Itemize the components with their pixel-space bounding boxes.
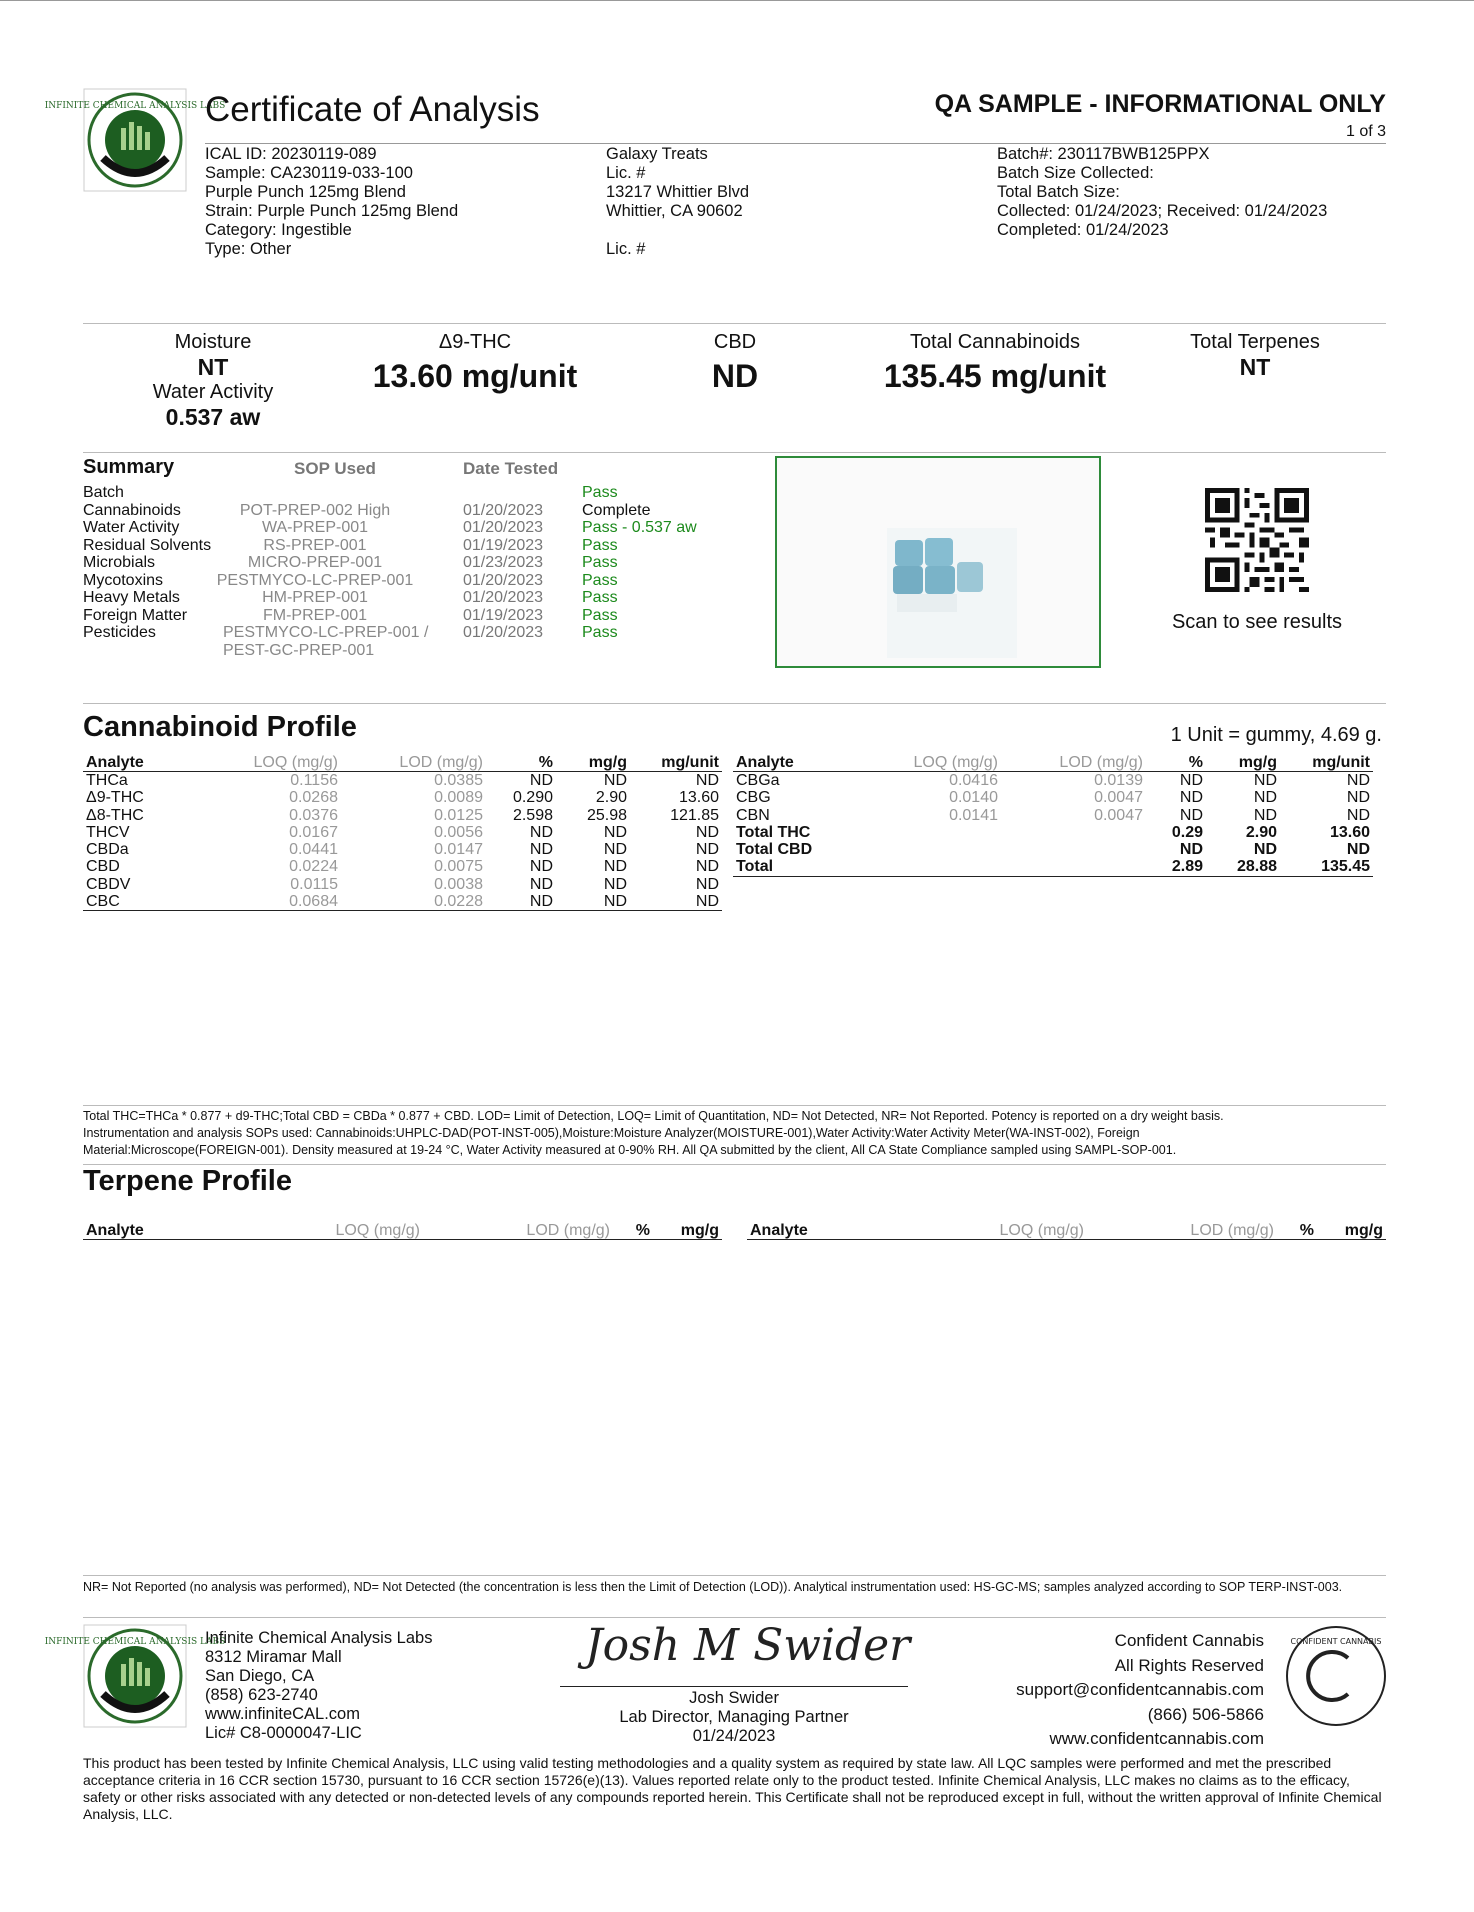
- client-lic-2: Lic. #: [606, 240, 646, 258]
- cell-analyte: CBD: [86, 858, 120, 876]
- summary-sop: POT-PREP-002 High: [239, 501, 391, 519]
- col-analyte: Analyte: [83, 754, 201, 772]
- total-terpenes-value: NT: [1239, 354, 1271, 380]
- table-row: [733, 772, 1373, 790]
- cell-lod: [1001, 824, 1146, 841]
- cell-loq: [851, 824, 1001, 841]
- col-percent: %: [486, 754, 556, 772]
- summary-test: Residual Solvents: [83, 536, 212, 554]
- cell-loq: 0.0141: [949, 806, 998, 824]
- summary-date: 01/20/2023: [463, 571, 544, 589]
- collected-received: Collected: 01/24/2023; Received: 01/24/2023: [997, 202, 1328, 220]
- cbd-metric: [655, 331, 815, 395]
- disclaimer: This product has been tested by Infinite Chemical Analysis, LLC using valid testing methodologies and a quality system as required by state law. All LQC samples were performed and met the prescribed acceptance criteria in 16 CCR section 15730, pursuant to 16 CCR section 15726(e)(13). Values reported relate only to the product tested. Infinite Chemical Analysis, LLC makes no claims as to the efficacy, safety or other risks associated with any detected or non-detected levels of any compounds reported herein. This Certificate shall not be reproduced except in full, without the written approval of Infinite Chemical Analysis, LLC.: [83, 1755, 1382, 1822]
- cell-lod: 0.0228: [341, 893, 486, 911]
- cell-analyte: Δ8-THC: [86, 806, 144, 824]
- client-name: Galaxy Treats: [606, 145, 708, 163]
- product-photo: [775, 456, 1101, 668]
- table-header: [83, 1222, 722, 1240]
- summary-title: Summary: [83, 456, 175, 478]
- cell-mgg: 28.88: [1206, 858, 1280, 876]
- header-rule: [205, 143, 1386, 144]
- cell-percent: ND: [1179, 789, 1203, 807]
- date-tested-header: Date Tested: [463, 459, 559, 478]
- logo-text: INFINITE CHEMICAL ANALYSIS LABS: [44, 101, 226, 111]
- cell-lod: 0.0047: [1094, 806, 1143, 824]
- water-activity-label: Water Activity: [152, 381, 274, 403]
- cc-info: [1016, 1629, 1264, 1752]
- top-border: [0, 0, 1474, 1]
- cell-mgunit: ND: [695, 841, 719, 859]
- water-activity-value: 0.537 aw: [165, 404, 261, 430]
- cell-loq: 0.0167: [289, 823, 338, 841]
- col-lod: LOD (mg/g): [423, 1222, 613, 1240]
- ical-id: ICAL ID: 20230119-089: [205, 145, 377, 163]
- summary-test: Foreign Matter: [83, 606, 188, 624]
- cell-percent: ND: [529, 841, 553, 859]
- cell-lod: 0.0075: [434, 858, 483, 876]
- cell-mgg: 2.90: [595, 789, 627, 807]
- summary-sop: PEST-GC-PREP-001: [223, 641, 375, 659]
- total-batch-size: Total Batch Size:: [997, 183, 1120, 201]
- cell-mgunit: 135.45: [1280, 858, 1373, 876]
- cell-percent: ND: [486, 893, 556, 911]
- cbd-label: CBD: [713, 331, 757, 353]
- table-header: [747, 1222, 1386, 1240]
- cell-lod: 0.0089: [434, 789, 483, 807]
- cell-analyte: CBGa: [736, 772, 780, 789]
- total-cannabinoids-label: Total Cannabinoids: [909, 331, 1081, 353]
- cell-mgg: ND: [1253, 841, 1277, 859]
- note-line: Instrumentation and analysis SOPs used: Cannabinoids:UHPLC-DAD(POT-INST-005),Moisture:Moisture Analyzer(MOISTURE-001),Water Activity:Water Activity Meter(WA-INST-002), Foreign: [83, 1126, 1140, 1140]
- cell-mgunit: ND: [695, 823, 719, 841]
- cell-loq: 0.1156: [290, 772, 338, 789]
- cell-mgg: ND: [603, 858, 627, 876]
- batch-size-collected: Batch Size Collected:: [997, 164, 1154, 182]
- summary-test: Cannabinoids: [83, 501, 181, 519]
- summary-test: Heavy Metals: [83, 589, 180, 606]
- cell-analyte: CBG: [736, 789, 771, 807]
- summary-result: Pass: [582, 589, 618, 606]
- type: Type: Other: [205, 240, 292, 258]
- summary-result: Pass: [582, 606, 618, 624]
- terpene-table-right: [747, 1222, 1386, 1240]
- cc-website[interactable]: www.confidentcannabis.com: [1049, 1729, 1264, 1748]
- summary-result: Pass - 0.537 aw: [582, 519, 697, 536]
- cell-lod: 0.0125: [434, 806, 483, 824]
- cell-analyte: CBC: [83, 893, 201, 911]
- table-row: [83, 841, 722, 858]
- divider: [83, 323, 1386, 324]
- product-name: Purple Punch 125mg Blend: [205, 183, 406, 201]
- total-terpenes-label: Total Terpenes: [1190, 331, 1320, 353]
- document-title: Certificate of Analysis: [205, 90, 540, 129]
- cannabinoid-table-right: [733, 754, 1373, 877]
- cell-analyte: Total: [733, 858, 851, 876]
- divider: [83, 1617, 1386, 1618]
- cell-percent: 2.89: [1146, 858, 1206, 876]
- cell-percent: ND: [1179, 841, 1203, 859]
- cell-analyte: CBDV: [86, 875, 131, 893]
- cell-lod: [1001, 841, 1146, 858]
- cell-lod: 0.0385: [434, 772, 483, 789]
- summary-sop: MICRO-PREP-001: [247, 554, 383, 571]
- cell-lod: 0.0139: [1094, 772, 1143, 789]
- table-header: [733, 754, 1373, 772]
- completed-date: Completed: 01/24/2023: [997, 221, 1169, 239]
- cell-percent: ND: [529, 823, 553, 841]
- client-info: [606, 145, 749, 259]
- cell-mgunit: ND: [1346, 841, 1370, 859]
- col-analyte: Analyte: [83, 1222, 273, 1240]
- cell-loq: 0.0140: [949, 789, 998, 807]
- cell-analyte: THCV: [86, 823, 130, 841]
- divider: [83, 452, 1386, 453]
- signer-date: 01/24/2023: [692, 1727, 776, 1745]
- summary-date: 01/20/2023: [463, 624, 544, 641]
- col-percent: %: [1277, 1222, 1317, 1240]
- cbd-value: ND: [711, 358, 759, 394]
- summary-sop: RS-PREP-001: [263, 536, 367, 554]
- cell-lod: 0.0038: [434, 875, 483, 893]
- sample-id: Sample: CA230119-033-100: [205, 164, 413, 182]
- cc-email[interactable]: support@confidentcannabis.com: [1016, 1680, 1264, 1699]
- summary-test: Microbials: [83, 554, 156, 571]
- summary-sop: HM-PREP-001: [262, 589, 368, 606]
- cell-loq: [851, 841, 1001, 858]
- note-line: Total THC=THCa * 0.877 + d9-THC;Total CBD = CBDa * 0.877 + CBD. LOD= Limit of Detection, LOQ= Limit of Quantitation, ND= Not Detected, NR= Not Reported. Potency is reported on a dry weight basis.: [83, 1109, 1224, 1123]
- cell-mgunit: ND: [695, 875, 719, 893]
- table-row: [83, 858, 722, 875]
- cell-loq: 0.0416: [949, 772, 998, 789]
- col-analyte: Analyte: [747, 1222, 937, 1240]
- cell-analyte: Total CBD: [736, 841, 813, 859]
- table-row: [733, 807, 1373, 824]
- summary-result: Pass: [582, 484, 618, 501]
- cc-rights: All Rights Reserved: [1114, 1655, 1264, 1675]
- cell-mgg: ND: [603, 875, 627, 893]
- total-cannabinoids-value: 135.45 mg/unit: [883, 358, 1107, 394]
- summary-test: Mycotoxins: [83, 571, 164, 589]
- col-mgunit: mg/unit: [1280, 754, 1373, 772]
- total-cannabinoids-metric: [860, 331, 1130, 395]
- cell-loq: 0.0224: [289, 858, 338, 876]
- cell-percent: 2.598: [512, 806, 553, 824]
- batch-info: [997, 145, 1327, 240]
- cell-lod: 0.0047: [1094, 789, 1143, 807]
- summary-result: Pass: [582, 571, 618, 589]
- summary-sop: WA-PREP-001: [261, 519, 369, 536]
- cell-loq: 0.0268: [289, 789, 338, 807]
- table-row: [83, 893, 722, 911]
- signer-info: [560, 1689, 908, 1746]
- qr-code[interactable]: [1205, 488, 1309, 592]
- cell-lod: 0.0056: [434, 823, 483, 841]
- cell-loq: 0.0441: [289, 841, 338, 859]
- cell-mgunit: 13.60: [678, 789, 719, 807]
- col-loq: LOQ (mg/g): [851, 754, 1001, 772]
- col-lod: LOD (mg/g): [1087, 1222, 1277, 1240]
- col-analyte: Analyte: [733, 754, 851, 772]
- logo-text: INFINITE CHEMICAL ANALYSIS LABS: [44, 1637, 226, 1647]
- ical-logo: [44, 88, 226, 192]
- col-mgg: mg/g: [556, 754, 630, 772]
- summary-sop: FM-PREP-001: [262, 606, 368, 624]
- cell-analyte: CBDa: [86, 841, 129, 859]
- cell-mgunit: ND: [630, 893, 722, 911]
- summary-date: 01/19/2023: [463, 606, 544, 624]
- sample-info: [205, 145, 458, 259]
- summary-date: 01/20/2023: [463, 501, 544, 519]
- cell-mgg: ND: [603, 772, 627, 789]
- cell-mgg: ND: [556, 893, 630, 911]
- cell-percent: ND: [1179, 772, 1203, 789]
- total-row: [733, 841, 1373, 858]
- cc-logo-text: CONFIDENT CANNABIS: [1290, 1637, 1382, 1646]
- terpene-table-left: [83, 1222, 722, 1240]
- lab-address: 8312 Miramar Mall: [205, 1648, 342, 1666]
- lab-website[interactable]: www.infiniteCAL.com: [205, 1705, 360, 1723]
- table-row: [83, 876, 722, 893]
- table-row: [83, 807, 722, 824]
- table-row: [83, 789, 722, 806]
- batch-number: Batch#: 230117BWB125PPX: [997, 145, 1210, 163]
- signer-title: Lab Director, Managing Partner: [619, 1708, 849, 1726]
- cell-percent: ND: [529, 875, 553, 893]
- terpene-title: Terpene Profile: [83, 1165, 292, 1197]
- signature: Josh M Swider: [585, 1620, 911, 1671]
- cell-mgunit: 13.60: [1329, 823, 1370, 841]
- col-mgg: mg/g: [653, 1222, 722, 1240]
- table-row: [733, 789, 1373, 806]
- client-address-1: 13217 Whittier Blvd: [606, 183, 750, 201]
- signer-name: Josh Swider: [689, 1689, 779, 1707]
- cell-mgg: ND: [1253, 772, 1277, 789]
- cell-analyte: Total THC: [736, 823, 811, 841]
- summary-result: Complete: [582, 501, 651, 519]
- moisture-value: NT: [197, 354, 229, 380]
- col-lod: LOD (mg/g): [1001, 754, 1146, 772]
- lab-name: Infinite Chemical Analysis Labs: [205, 1629, 433, 1647]
- summary-date: 01/20/2023: [463, 519, 544, 536]
- cell-mgunit: ND: [1346, 806, 1370, 824]
- cell-mgg: ND: [1253, 806, 1277, 824]
- col-loq: LOQ (mg/g): [937, 1222, 1087, 1240]
- cell-lod: 0.0147: [434, 841, 483, 859]
- cell-lod: [1001, 858, 1146, 876]
- client-address-2: Whittier, CA 90602: [606, 202, 743, 220]
- product-image: [777, 458, 1099, 666]
- qr-caption: Scan to see results: [1171, 611, 1343, 633]
- client-lic: Lic. #: [606, 164, 646, 182]
- cell-percent: ND: [529, 772, 553, 789]
- lab-license: Lic# C8-0000047-LIC: [205, 1724, 362, 1742]
- cell-mgg: 25.98: [586, 806, 627, 824]
- table-row: [83, 772, 722, 790]
- col-loq: LOQ (mg/g): [201, 754, 341, 772]
- ical-logo-footer: [44, 1624, 226, 1728]
- note-line: Material:Microscope(FOREIGN-001). Density measured at 19-24 °C, Water Activity measured at 0-90% RH. All QA submitted by the client, All CA State Compliance sampled using SAMPL-SOP-001.: [83, 1143, 1177, 1157]
- cc-phone: (866) 506-5866: [1147, 1704, 1264, 1724]
- summary-date: 01/20/2023: [463, 589, 544, 606]
- sop-used-header: SOP Used: [294, 459, 376, 478]
- summary-date: 01/19/2023: [463, 536, 544, 554]
- cell-percent: ND: [1179, 806, 1203, 824]
- col-mgg: mg/g: [1206, 754, 1280, 772]
- cannabinoid-left-rows: [83, 772, 722, 911]
- cell-loq: [851, 858, 1001, 876]
- moisture-metric: [123, 331, 303, 431]
- cc-name: Confident Cannabis: [1114, 1631, 1264, 1650]
- cell-loq: 0.0115: [290, 875, 338, 893]
- page-number: 1 of 3: [1345, 123, 1386, 140]
- moisture-label: Moisture: [174, 331, 252, 353]
- cell-mgunit: 121.85: [670, 806, 719, 824]
- confident-cannabis-logo: [1284, 1624, 1388, 1728]
- cell-loq: 0.0684: [201, 893, 341, 911]
- col-mgg: mg/g: [1317, 1222, 1386, 1240]
- strain: Strain: Purple Punch 125mg Blend: [205, 202, 459, 220]
- col-percent: %: [613, 1222, 653, 1240]
- cell-analyte: THCa: [86, 772, 128, 789]
- summary-test: Water Activity: [83, 519, 180, 536]
- lab-phone: (858) 623-2740: [205, 1686, 318, 1704]
- cell-mgg: 2.90: [1245, 823, 1277, 841]
- cell-loq: 0.0376: [289, 806, 338, 824]
- cannabinoid-title: Cannabinoid Profile: [83, 711, 357, 743]
- divider: [83, 703, 1386, 704]
- summary-test: Batch: [83, 484, 124, 501]
- cannabinoid-table-left: [83, 754, 722, 911]
- cell-mgunit: ND: [1346, 789, 1370, 807]
- unit-note: 1 Unit = gummy, 4.69 g.: [1170, 724, 1382, 746]
- cell-mgg: ND: [603, 823, 627, 841]
- divider: [83, 1575, 1386, 1576]
- summary-sop: PESTMYCO-LC-PREP-001 /: [223, 624, 429, 641]
- thc-value: 13.60 mg/unit: [372, 358, 578, 394]
- summary-result: Pass: [582, 624, 618, 641]
- total-row: [733, 858, 1373, 876]
- summary-date: 01/23/2023: [463, 554, 544, 571]
- cell-percent: ND: [529, 858, 553, 876]
- lab-info: [205, 1629, 432, 1743]
- terpene-note: NR= Not Reported (no analysis was performed), ND= Not Detected (the concentration is less then the Limit of Detection (LOD)). Analytical instrumentation used: HS-GC-MS; samples analyzed according to SOP TERP-INST-003.: [83, 1580, 1343, 1594]
- thc-metric: [345, 331, 605, 395]
- signature-line: [560, 1686, 908, 1687]
- cannabinoid-notes: [83, 1108, 1386, 1159]
- table-header: [83, 754, 722, 772]
- cell-percent: 0.290: [512, 789, 553, 807]
- cell-mgunit: ND: [695, 772, 719, 789]
- divider: [83, 1105, 1386, 1106]
- col-percent: %: [1146, 754, 1206, 772]
- total-terpenes-metric: [1160, 331, 1350, 381]
- cell-analyte: CBN: [736, 806, 770, 824]
- table-row: [83, 824, 722, 841]
- cell-mgunit: ND: [1346, 772, 1370, 789]
- cell-mgg: ND: [1253, 789, 1277, 807]
- summary-result: Pass: [582, 536, 618, 554]
- total-row: [733, 824, 1373, 841]
- summary-sop: PESTMYCO-LC-PREP-001: [216, 571, 414, 589]
- cell-analyte: Δ9-THC: [86, 789, 144, 807]
- cell-percent: 0.29: [1171, 823, 1203, 841]
- cell-mgunit: ND: [695, 858, 719, 876]
- category: Category: Ingestible: [205, 221, 352, 239]
- col-lod: LOD (mg/g): [341, 754, 486, 772]
- lab-city: San Diego, CA: [205, 1667, 315, 1685]
- col-mgunit: mg/unit: [630, 754, 722, 772]
- cannabinoid-right-rows: [733, 772, 1373, 877]
- cell-mgg: ND: [603, 841, 627, 859]
- summary-test: Pesticides: [83, 624, 156, 641]
- qa-label: QA SAMPLE - INFORMATIONAL ONLY: [934, 90, 1386, 118]
- col-loq: LOQ (mg/g): [273, 1222, 423, 1240]
- thc-label: Δ9-THC: [438, 331, 512, 353]
- summary-result: Pass: [582, 554, 618, 571]
